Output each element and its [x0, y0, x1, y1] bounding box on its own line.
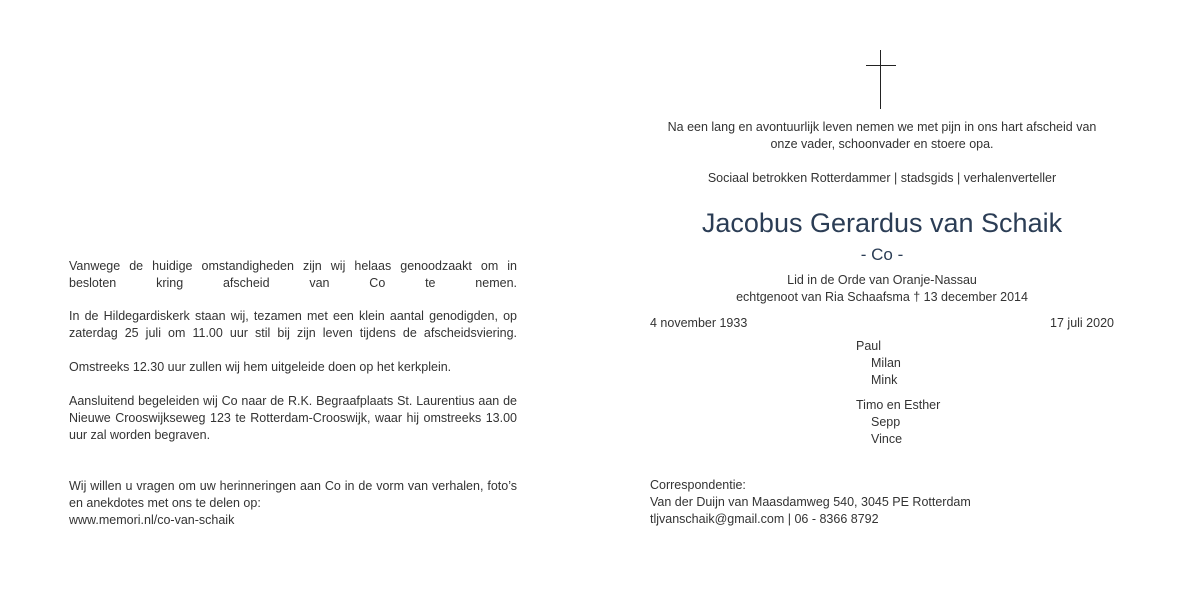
family-parent: Timo en Esther [856, 398, 941, 412]
memori-website-link[interactable]: www.memori.nl/co-van-schaik [69, 513, 235, 527]
family-child: Milan [871, 356, 901, 370]
tagline: Sociaal betrokken Rotterdammer | stadsgids | verhalenverteller [707, 171, 1057, 185]
deceased-name: Jacobus Gerardus van Schaik [701, 208, 1063, 238]
death-date: 17 juli 2020 [1050, 316, 1114, 330]
correspondence-contact[interactable]: tljvanschaik@gmail.com | 06 - 8366 8792 [650, 512, 879, 526]
correspondence-address: Van der Duijn van Maasdamweg 540, 3045 PE Rotterdam [650, 495, 971, 509]
nickname: - Co - [860, 245, 904, 264]
family-child: Mink [871, 373, 898, 387]
family-child: Vince [871, 432, 903, 446]
honor-line: Lid in de Orde van Oranje-Nassau [787, 273, 977, 287]
paragraph-burial: Aansluitend begeleiden wij Co naar de R.K. Begraafplaats St. Laurentius aan de Nieuwe Crooswijkseweg 123 te Rotterdam-Crooswijk, waar hij omstreeks 13.00 uur zal worden begraven. [69, 394, 517, 442]
intro-line-1: Na een lang en avontuurlijk leven nemen we met pijn in ons hart afscheid van [667, 120, 1097, 134]
intro-line-2: onze vader, schoonvader en stoere opa. [770, 137, 994, 151]
family-parent: Paul [856, 339, 882, 353]
correspondence-label: Correspondentie: [650, 478, 746, 492]
paragraph-church-square: Omstreeks 12.30 uur zullen wij hem uitgeleide doen op het kerkplein. [69, 360, 452, 374]
family-child: Sepp [871, 415, 901, 429]
paragraph-circumstances: Vanwege de huidige omstandigheden zijn wij helaas genoodzaakt om in besloten kring afscheid van Co te nemen. [69, 259, 517, 290]
paragraph-church-service: In de Hildegardiskerk staan wij, tezamen met een klein aantal genodigden, op zaterdag 25 juli om 11.00 uur stil bij zijn leven tijdens de afscheidsviering. [69, 309, 517, 340]
birth-date: 4 november 1933 [650, 316, 748, 330]
paragraph-memories: Wij willen u vragen om uw herinneringen aan Co in de vorm van verhalen, foto’s en anekdotes met ons te delen op: [69, 479, 517, 510]
spouse-line: echtgenoot van Ria Schaafsma † 13 december 2014 [736, 290, 1028, 304]
